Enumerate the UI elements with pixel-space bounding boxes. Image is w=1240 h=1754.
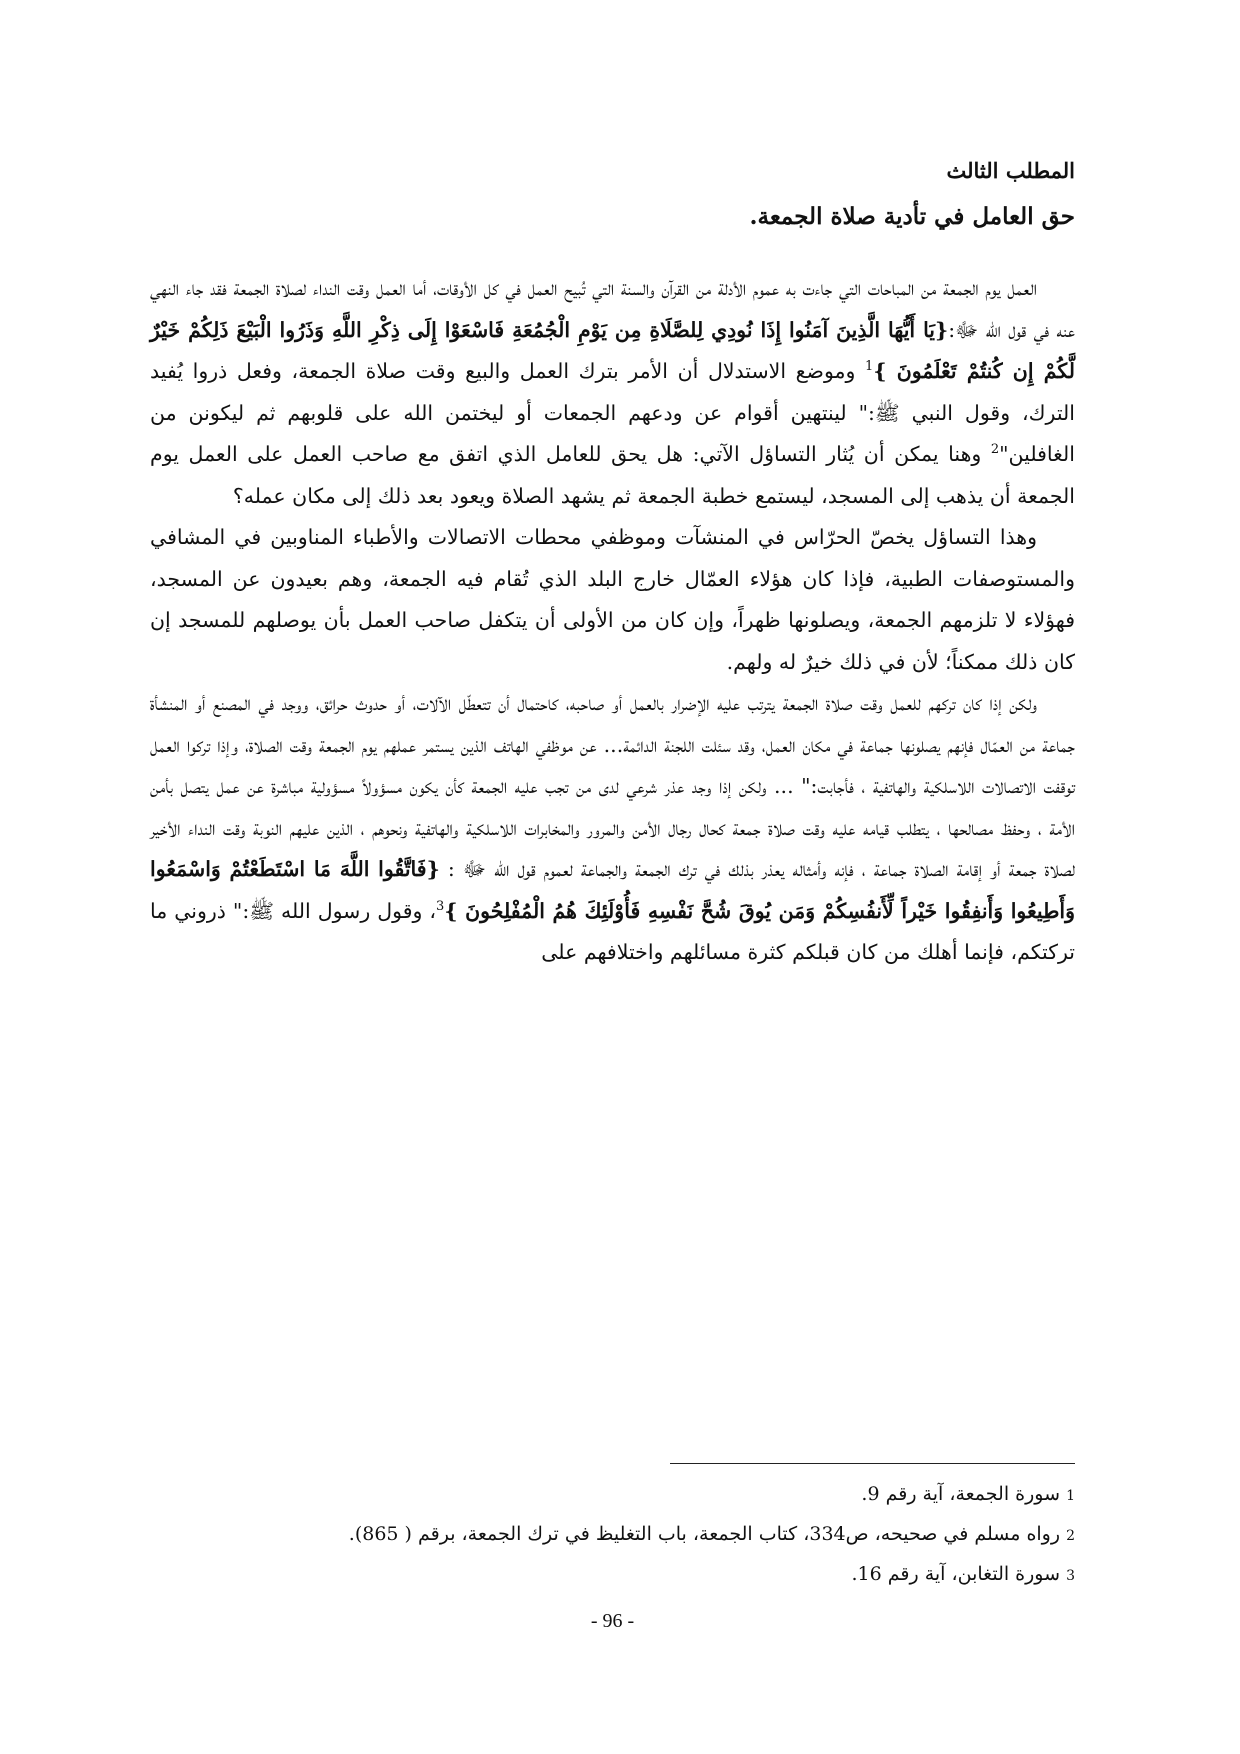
quran-verse-taghabun: {فَاتَّقُوا اللَّهَ مَا اسْتَطَعْتُمْ وَاسْمَعُوا وَأَطِيعُوا وَأَنفِقُوا خَيْراً لِّأَنفُسِكُمْ وَمَن يُوقَ شُحَّ نَفْسِهِ فَأُوْلَئِكَ هُمُ الْمُفْلِحُونَ } (150, 857, 1075, 923)
footnote-number: 3 (1066, 1568, 1075, 1584)
document-page (150, 0, 1075, 1754)
paragraph-3-text-a: ولكن إذا كان تركهم للعمل وقت صلاة الجمعة يترتب عليه الإضرار بالعمل أو صاحبه، كاحتمال أن تتعطّل الآلات، أو حدوث حرائق، ووجد في المصنع أو المنشأة جماعة من العمّال فإنهم يصلونها جماعة في مكان العمل، وقد سئلت اللجنة الدائمة... عن موظفي الهاتف الذين يستمر عملهم يوم الجمعة وقت الصلاة، وإذا تركوا العمل توقفت الاتصالات اللاسلكية والهاتفية ، فأجابت:" ... ولكن إذا وجد عذر شرعي لدى من تجب عليه الجمعة كأن يكون مسؤولاً مسؤولية مباشرة عن عمل يتصل بأمن الأمة ، وحفظ مصالحها ، يتطلب قيامه عليه وقت صلاة جمعة كحال رجال الأمن والمرور والمخابرات اللاسلكية والهاتفية ونحوهم ، الذين عليهم النوبة وقت النداء الأخير لصلاة جمعة أو إقامة الصلاة جماعة ، فإنه وأمثاله يعذر بذلك في ترك الجمعة والجماعة لعموم قول الله ﷻ : (150, 691, 1076, 881)
paragraph-2: وهذا التساؤل يخصّ الحرّاس في المنشآت وموظفي محطات الاتصالات والأطباء المناوبين في المشافي والمستوصفات الطبية، فإذا كان هؤلاء العمّال خارج البلد الذي تُقام فيه الجمعة، وهم بعيدون عن المسجد، فهؤلاء لا تلزمهم الجمعة، ويصلونها ظهراً، وإن كان من الأولى أن يتكفل صاحب العمل بأن يوصلهم للمسجد إن كان ذلك ممكناً؛ لأن في ذلك خيرٌ له ولهم. (150, 525, 1075, 674)
footnotes (150, 1475, 1075, 1595)
section-label: المطلب الثالث (946, 158, 1075, 183)
footnote-number: 1 (1066, 1488, 1075, 1504)
footnote-3 (150, 1555, 1075, 1595)
footnote-text: سورة التغابن، آية رقم 16. (851, 1563, 1067, 1585)
paragraph-1-text-b: وموضع الاستدلال أن الأمر بترك العمل والبيع وقت صلاة الجمعة، وفعل ذروا يُفيد الترك، وقول النبي ﷺ:" لينتهين أقوام عن ودعهم الجمعات أو ليختمن الله على قلوبهم ثم ليكونن من الغافلين" (150, 359, 1075, 466)
paragraph-1 (150, 268, 1075, 517)
paragraph-3-text-b: ، وقول رسول الله ﷺ:" ذروني ما تركتكم، فإنما أهلك من كان قبلكم كثرة مسائلهم واختلافهم على (150, 898, 1075, 964)
footnote-number: 2 (1066, 1528, 1075, 1544)
footnote-ref-1: 1 (865, 359, 874, 375)
footnote-separator (670, 1463, 1075, 1464)
paragraph-1-text-c: وهنا يمكن أن يُثار التساؤل الآتي: هل يحق للعامل الذي اتفق مع صاحب العمل على العمل يوم الجمعة أن يذهب إلى المسجد، ليستمع خطبة الجمعة ثم يشهد الصلاة ويعود بعد ذلك إلى مكان عمله؟ (150, 442, 1075, 508)
paragraph-3 (150, 683, 1075, 974)
footnote-text: رواه مسلم في صحيحه، ص334، كتاب الجمعة، باب التغليظ في ترك الجمعة، برقم ( 865). (348, 1523, 1067, 1545)
section-title: حق العامل في تأدية صلاة الجمعة. (749, 203, 1075, 230)
footnote-ref-3: 3 (436, 898, 445, 914)
footnote-text: سورة الجمعة، آية رقم 9. (861, 1483, 1067, 1505)
footnote-2 (150, 1515, 1075, 1555)
quran-verse-jumuah: {يَا أَيُّهَا الَّذِينَ آمَنُوا إِذَا نُودِي لِلصَّلَاةِ مِن يَوْمِ الْجُمُعَةِ فَاسْعَوْا إِلَى ذِكْرِ اللَّهِ وَذَرُوا الْبَيْعَ ذَلِكُمْ خَيْرٌ لَّكُمْ إِن كُنتُمْ تَعْلَمُونَ } (150, 317, 1075, 383)
footnote-ref-2: 2 (990, 442, 1000, 458)
footnote-1 (150, 1475, 1075, 1515)
page-number: - 96 - (590, 1610, 635, 1632)
paragraph-1-text-a: العمل يوم الجمعة من المباحات التي جاءت به عموم الأدلة من القرآن والسنة التي تُبيح العمل في كل الأوقات، أما العمل وقت النداء لصلاة الجمعة فقد جاء النهي عنه في قول الله ﷻ: (150, 276, 1075, 342)
body-text (150, 268, 1075, 974)
